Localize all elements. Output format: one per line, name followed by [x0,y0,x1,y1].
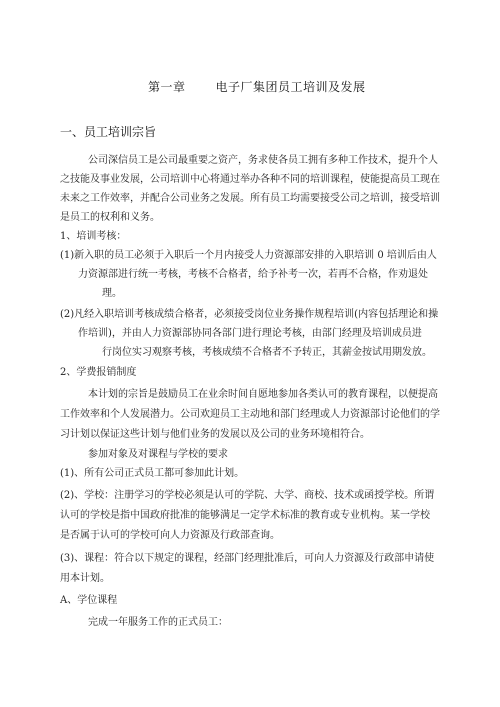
list-item-line: 力资源部进行统一考核，考核不合格者，给予补考一次，若再不合格，作劝退处 [78,269,428,280]
paragraph-line: 参加对象及对课程与学校的要求 [88,449,228,460]
paragraph-line: 之技能及事业发展，公司培训中心将通过举办各种不同的培训课程，使能提高员工现在 [60,174,440,185]
paragraph-line: 是员工的权利和义务。 [60,212,160,223]
list-item-line: (1)新入职的员工必须于入职后一个月内接受人力资源部安排的入职培训 0 培训后由人 [60,250,437,261]
paragraph-line: (1)、所有公司正式员工都可参加此计划。 [60,468,245,479]
paragraph-line: 习计划以保证这些计划与他们业务的发展以及公司的业务环境相符合。 [60,429,370,440]
paragraph-line: (3)、课程：符合以下规定的课程，经部门经理批准后，可向人力资源及行政部申请使 [60,553,435,564]
list-item-line: 作培训)，并由人力资源部协同各部门进行理论考核，由部门经理及培训成员进 [78,328,422,339]
chapter-title: 电子厂集团员工培训及发展 [215,80,366,94]
paragraph-line: 公司深信员工是公司最重要之资产，务求使各员工拥有多种工作技术，提升个人 [88,155,438,166]
paragraph-line: 未来之工作效率，并配合公司业务之发展。所有员工均需要接受公司之培训，接受培训 [60,193,440,204]
paragraph-line: 是否属于认可的学校可向人力资源及行政部查询。 [60,530,280,541]
subheading: A、学位课程 [60,595,118,606]
subheading: 2、学费报销制度 [60,367,137,378]
chapter-number: 第一章 [148,80,186,94]
paragraph-line: 认可的学校是指中国政府批准的能够满足一定学术标准的教育或专业机构。某一学校 [60,510,430,521]
paragraph-line: (2)、学校：注册学习的学校必须是认可的学院、大学、商校、技术或函授学校。所谓 [60,490,435,501]
section-heading: 一、员工培训宗旨 [60,125,157,139]
list-item-line: (2)凡经入职培训考核成绩合格者，必须接受岗位业务操作规程培训(内容包括理论和操 [60,309,439,320]
paragraph-line: 用本计划。 [60,573,110,584]
paragraph-line: 完成一年服务工作的正式员工： [88,617,228,628]
paragraph-line: 本计划的宗旨是鼓励员工在业余时间自愿地参加各类认可的教育课程，以便提高 [88,389,438,400]
list-item-line: 理。 [102,288,122,299]
chapter-heading [148,80,366,94]
list-item-line: 行岗位实习观察考核，考核成绩不合格者不予转正，其薪金按试用期发放。 [102,347,432,358]
subheading: 1、培训考核： [60,231,127,242]
paragraph-line: 工作效率和个人发展潜力。公司欢迎员工主动地和部门经理或人力资源部讨论他们的学 [60,409,440,420]
